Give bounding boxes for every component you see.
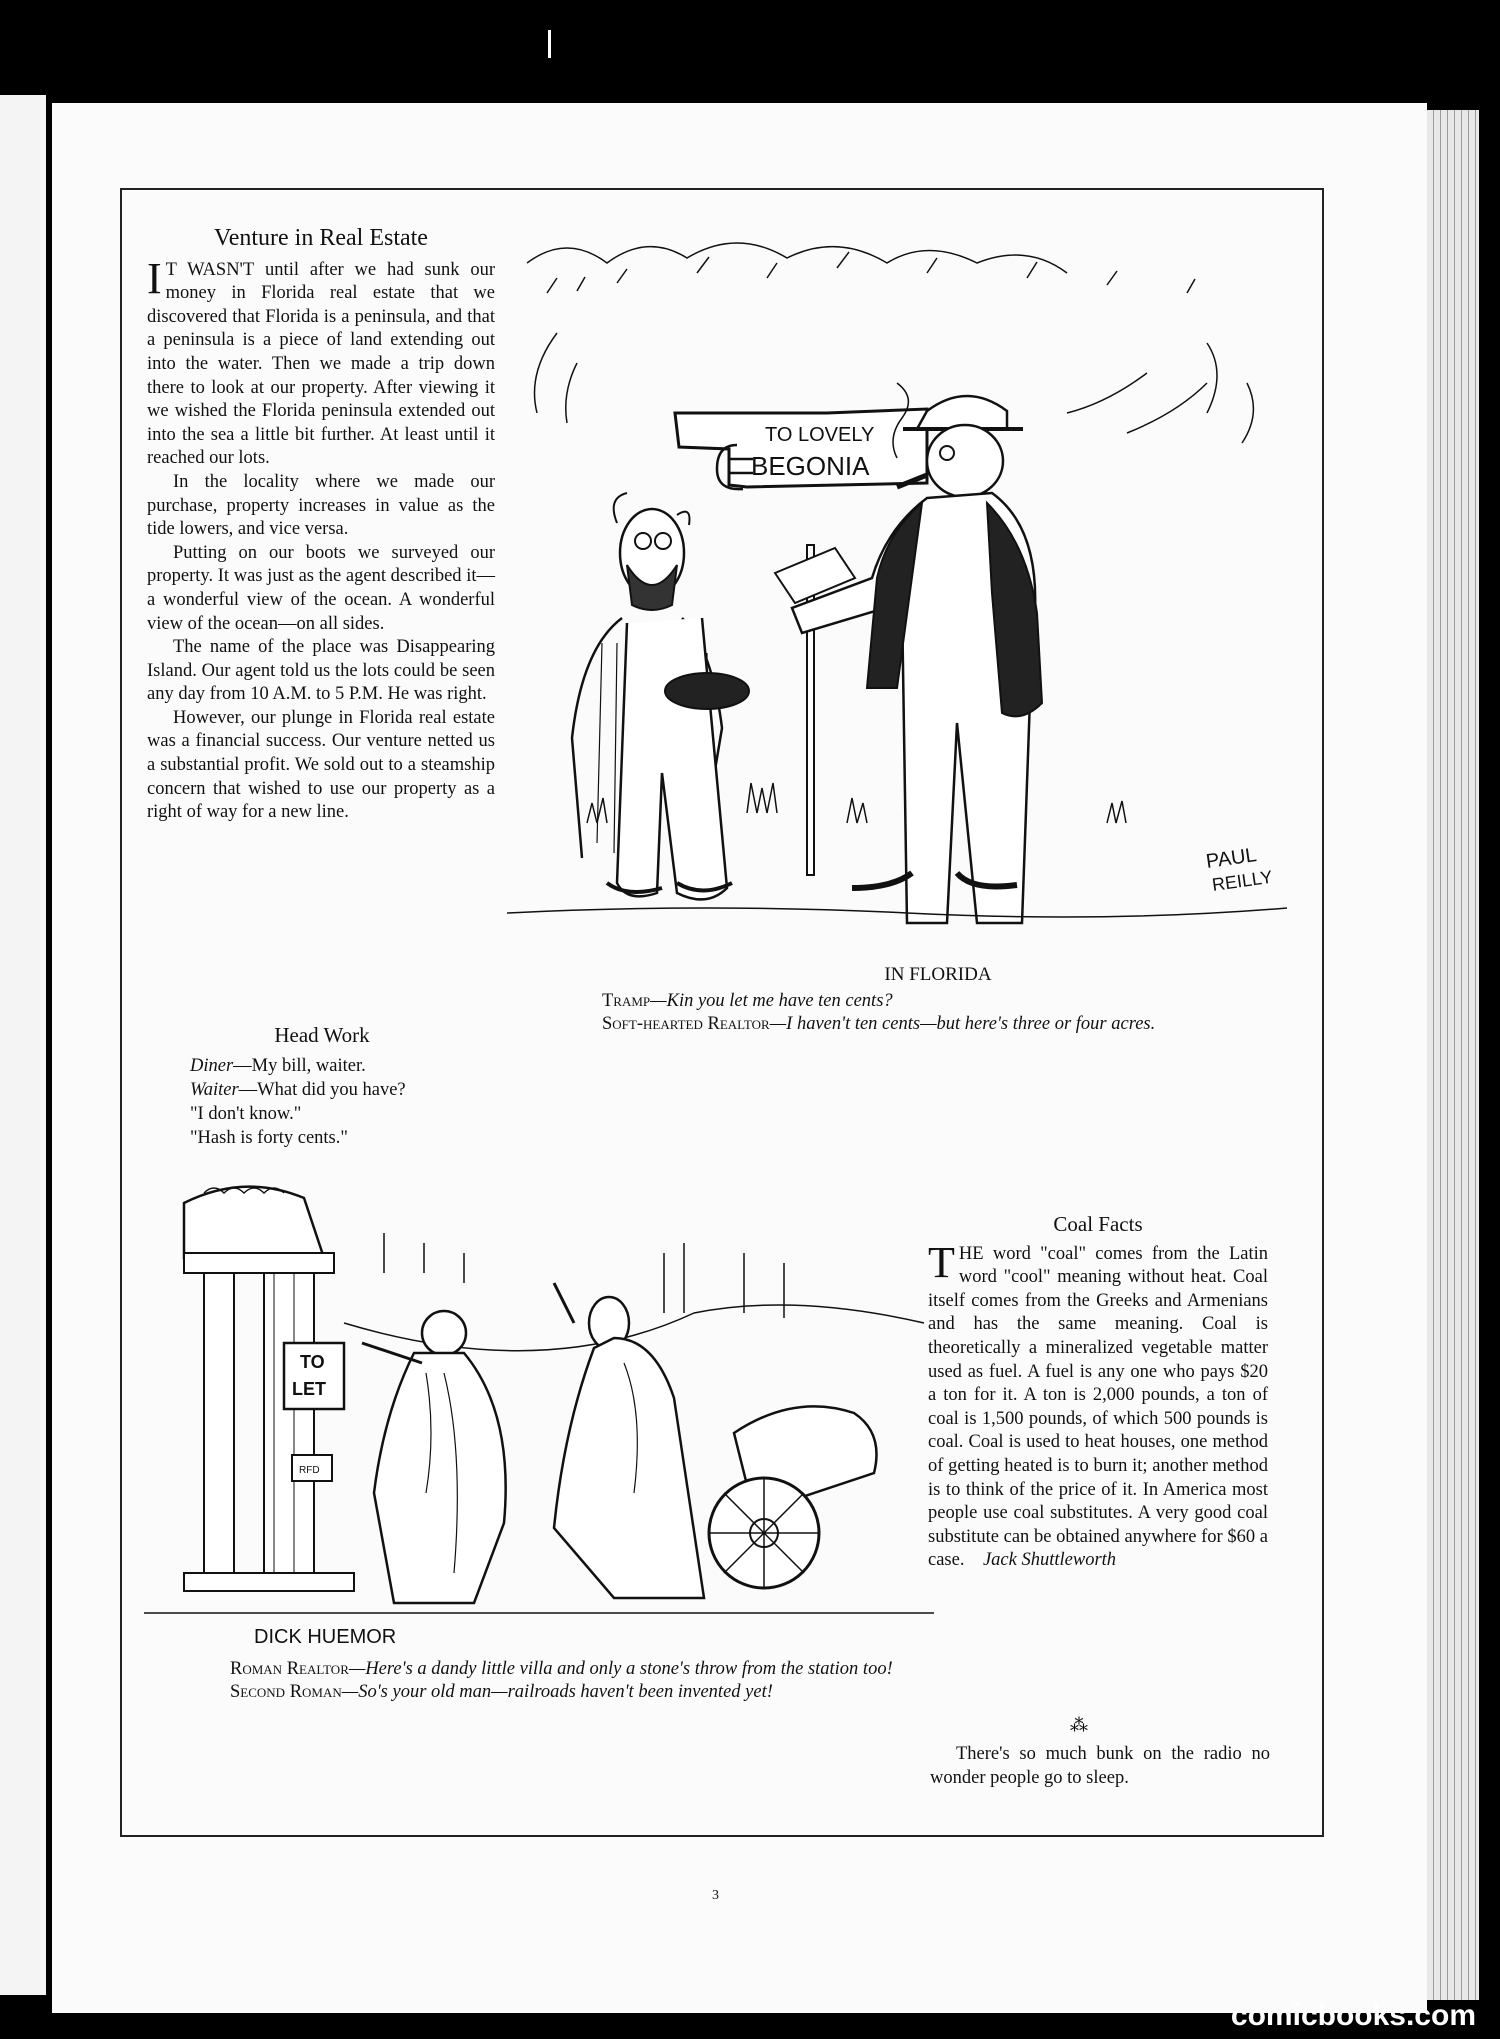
sign-text-line1: TO LOVELY <box>765 424 875 446</box>
speaker: Diner <box>190 1056 234 1076</box>
chariot <box>709 1406 877 1588</box>
left-page-edge <box>0 95 49 1995</box>
speaker: Soft-hearted Realtor <box>602 1014 770 1034</box>
speaker: Tramp <box>602 991 651 1011</box>
artist-signature-line2: REILLY <box>1210 866 1274 895</box>
article-paragraph: THE word "coal" comes from the Latin word "cool" meaning without heat. Coal itself comes from the Greeks and Armenians and has the same meaning. Coal is theoretically a mineralized vegetable matter used as fuel. A fuel is any one who pays $20 a ton for it. A ton is 2,000 pounds, a ton of coal is 1,500 pounds, of which 500 pounds is coal. Coal is used to heat houses, one method of getting heated is to burn it; another method is to think of the price of it. In America most people use coal substitutes. A very good coal substitute can be obtained anywhere for $60 a case. Jack Shuttleworth <box>928 1237 1268 1571</box>
article-venture-in-real-estate <box>147 227 495 825</box>
article-paragraph: Putting on our boots we surveyed our property. It was just as the agent described it—a wonderful view of the ocean. A wonderful view of the ocean—on all sides. <box>147 542 495 634</box>
author-signature: Jack Shuttleworth <box>982 1550 1117 1571</box>
cartoon-in-florida <box>507 223 1287 943</box>
cartoon-roman-realtor <box>144 1173 934 1643</box>
cartoon-caption-florida <box>578 963 1298 1036</box>
article-title: Coal Facts <box>1053 1212 1143 1236</box>
dialogue-line: "Hash is forty cents." <box>190 1128 348 1148</box>
sign-text-line1: TO <box>300 1352 325 1372</box>
section-ornament: ⁂ <box>1070 1715 1090 1735</box>
roman-realtor-figure <box>362 1311 506 1603</box>
paragraph-text: until after we had sunk our money in Florida real estate that we discovered that Florida is a peninsula, and that a peninsula is a piece of land extending out into the water. Then we made a trip down there to look at our property. After viewing it we wished the Florida peninsula extended out into the sea a little bit further. At least until it reached our lots. <box>147 259 496 469</box>
article-coal-facts <box>928 1213 1268 1573</box>
cartoon-caption-roman <box>170 1658 930 1704</box>
top-scan-mark <box>548 30 551 58</box>
article-title: Head Work <box>274 1023 370 1047</box>
caption-line: Second Roman—So's your old man—railroads haven't been invented yet! <box>230 1682 773 1702</box>
lead-in-caps: T WASN'T <box>165 259 255 280</box>
artist-signature: DICK HUEMOR <box>254 1626 397 1643</box>
caption-line: Roman Realtor—Here's a dandy little villa and only a stone's throw from the station too! <box>230 1659 893 1679</box>
dialogue-line: "I don't know." <box>190 1104 302 1124</box>
page-number: 3 <box>712 1888 719 1903</box>
sign-text-line2: LET <box>292 1379 326 1399</box>
caption-title: IN FLORIDA <box>884 964 992 985</box>
villa-columns <box>184 1187 354 1591</box>
radio-joke: There's so much bunk on the radio no wonder people go to sleep. <box>930 1744 1270 1788</box>
second-roman-figure <box>554 1283 704 1598</box>
speaker: Roman Realtor <box>230 1659 349 1679</box>
article-paragraph: However, our plunge in Florida real estate was a financial success. Our venture netted us a substantial profit. We sold out to a steamship concern that wished to use our property as a right of way for a new line. <box>147 707 495 823</box>
mailbox-label: RFD <box>299 1465 320 1476</box>
speaker: Waiter <box>190 1080 239 1100</box>
article-head-work <box>162 1023 482 1150</box>
drop-cap: T <box>928 1237 955 1287</box>
lead-in-caps: HE <box>958 1243 984 1264</box>
article-title: Venture in Real Estate <box>214 225 428 251</box>
caption-line: Soft-hearted Realtor—I haven't ten cents—but here's three or four acres. <box>602 1014 1156 1034</box>
page-stack-edges <box>1427 110 1479 2000</box>
caption-line: Tramp—Kin you let me have ten cents? <box>602 991 893 1011</box>
article-paragraph: The name of the place was Disappearing Island. Our agent told us the lots could be seen any day from 10 A.M. to 5 P.M. He was right. <box>147 637 495 705</box>
tramp-figure <box>572 493 749 899</box>
dialogue-line: Diner—My bill, waiter. <box>190 1056 366 1076</box>
dialogue-line: Waiter—What did you have? <box>190 1080 406 1100</box>
watermark: comicbooks.com <box>1230 1999 1476 2032</box>
sign-text-line2: BEGONIA <box>751 451 870 481</box>
artist-signature-line1: PAUL <box>1204 844 1258 873</box>
magazine-page <box>52 103 1427 2013</box>
drop-cap: I <box>147 253 162 303</box>
speaker: Second Roman <box>230 1682 342 1702</box>
article-paragraph <box>147 253 496 471</box>
article-paragraph: In the locality where we made our purchase, property increases in value as the tide lowers, and vice versa. <box>147 471 495 540</box>
